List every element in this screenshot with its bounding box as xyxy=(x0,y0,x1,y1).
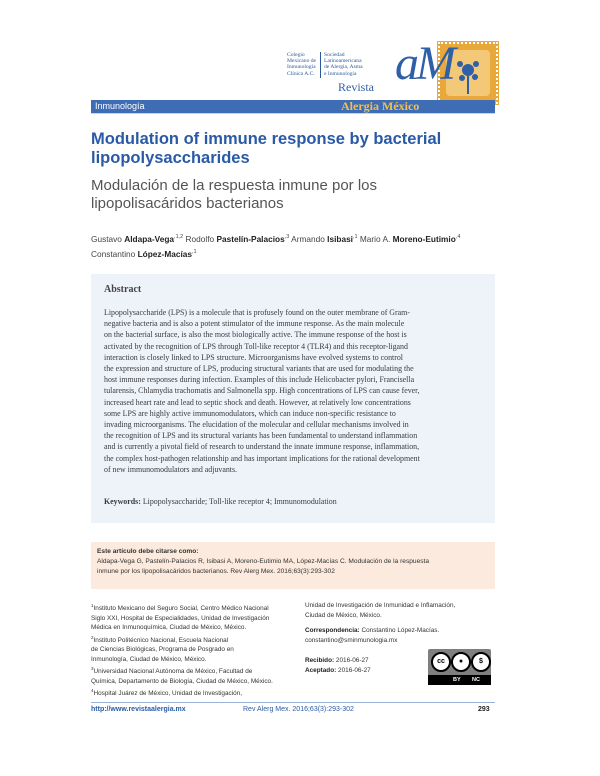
received-label: Recibido: xyxy=(305,657,335,664)
society-right-line: e Inmunología xyxy=(324,70,357,77)
accepted-date: 2016-06-27 xyxy=(338,666,371,674)
citation-line: inmune por los lipopolisacáridos bacterianos. Rev Alerg Mex. 2016;63(3):293-302 xyxy=(97,567,335,575)
abstract-line: Lipopolysaccharide (LPS) is a molecule that is profusely found on the outer membrane of Gram- xyxy=(104,308,410,317)
citation-heading: Este artículo debe citarse como: xyxy=(97,548,199,555)
society-right-line: de Alergia, Asma xyxy=(324,64,363,71)
author-given: Mario A. xyxy=(359,233,391,244)
footer-divider xyxy=(91,702,495,703)
society-right-line: Latinoamericana xyxy=(324,58,362,65)
author-family: Pastelín-Palacios xyxy=(216,233,285,244)
logo-revista: Revista xyxy=(338,80,374,94)
author-aff: 3 xyxy=(286,234,290,240)
logo-alergia: Alergia México xyxy=(341,99,420,113)
dates xyxy=(305,656,425,675)
license-nc: NC xyxy=(472,677,480,683)
abstract-line: some LPS are highly active immunomodulators, which can induce non-specific resistance to xyxy=(104,408,396,418)
society-right-name xyxy=(324,52,363,77)
correspondence-name: Constantino López-Macías. xyxy=(361,627,440,634)
attribution-icon: ● xyxy=(451,652,471,672)
author-given: Constantino xyxy=(91,248,136,259)
section-band xyxy=(91,100,495,113)
author-given: Armando xyxy=(291,233,325,244)
society-left-line: Clínica A.C. xyxy=(287,70,315,77)
affiliations xyxy=(91,601,296,699)
citation-line: Aldapa-Vega G, Pastelín-Palacios R, Isibasi A, Moreno-Eutimio MA, López-Macías C. Modulación de la respuesta xyxy=(97,558,430,565)
author-family: Moreno-Eutimio xyxy=(392,233,456,244)
abstract-heading: Abstract xyxy=(104,284,142,295)
keywords-label: Keywords: xyxy=(104,497,141,506)
abstract-box xyxy=(91,274,495,523)
affiliation-line: Unidad de Investigación de Inmunidad e Inflamación, xyxy=(305,602,456,609)
abstract-line: activated by the recognition of LPS through Toll-like receptor 4 (TLR4) and this receptor-ligand xyxy=(104,341,408,351)
affiliation-line: Siglo XXI, Hospital de Especialidades, Unidad de Investigación xyxy=(91,614,270,622)
page-number: 293 xyxy=(478,706,490,713)
abstract-text xyxy=(104,307,488,475)
author-given: Rodolfo xyxy=(185,233,215,244)
society-right-line: Sociedad xyxy=(324,52,345,58)
affiliation-line: Ciudad de México, México. xyxy=(305,611,382,619)
abstract-line: tularensis, Chlamydia trachomatis and Salmonella spp. High concentrations of LPS can cause fever, xyxy=(104,386,420,396)
abstract-line: and is currently a pivotal field of research to understand the innate immune response, inflammation, xyxy=(104,442,420,452)
noncommercial-icon: $ xyxy=(471,652,491,672)
society-left-name xyxy=(287,52,316,77)
author-list: Gustavo Aldapa-Vega$^{,1,2}$ Rodolfo Pastelín-Palacios$^{,3}$ Armando Isibasi$^{,1}$ Mario A. Moreno-Eutimio$^{,4}$ Constantino López-Macías$^{,1}$ xyxy=(91,233,461,259)
author-aff: 1 xyxy=(354,234,358,240)
author-aff: 1,2 xyxy=(175,234,184,240)
citation-text xyxy=(97,557,487,576)
affiliation-line: de Ciencias Biológicas, Programa de Posgrado en xyxy=(91,646,234,654)
band-divider xyxy=(91,113,495,114)
affiliation-continued xyxy=(305,601,495,620)
abstract-line: of new immunomodulators and adjuvants. xyxy=(104,464,238,474)
abstract-line: host immune responses during infection. Examples of this include Helicobacter pylori, Francisella xyxy=(104,375,415,385)
abstract-line: on the bacterial surface, is also the most biologically active. The immune response of the host is xyxy=(104,330,407,340)
author-family: López-Macías xyxy=(137,248,192,259)
affiliation-line: Inmunología, Ciudad de México, México. xyxy=(91,655,207,663)
abstract-line: the expression and structure of LPS, producing structural variants that are used for modulating the xyxy=(104,364,414,374)
author-aff: 1 xyxy=(193,248,197,255)
abstract-line: negative bacteria and is also a potent stimulator of the immune response. As the main molecule xyxy=(104,319,405,329)
affiliation-line: Médica en Inmunoquímica, Ciudad de México, México. xyxy=(91,624,247,632)
logo-divider xyxy=(320,52,321,78)
cc-icon: cc xyxy=(431,652,451,672)
abstract-line: interaction is closely linked to LPS structure. Microorganisms have evolved systems to control xyxy=(104,352,403,362)
citation-box xyxy=(91,542,495,589)
keywords xyxy=(104,497,488,506)
title-english: Modulation of immune response by bacterial lipopolysaccharides xyxy=(91,130,442,167)
correspondence-label: Correspondencia: xyxy=(305,627,360,634)
footer-url[interactable]: http://www.revistaalergia.mx xyxy=(91,706,186,713)
abstract-line: increased heart rate and lead to septic shock and death. However, at relatively low concentrations xyxy=(104,397,411,407)
logo-letters: aM xyxy=(395,37,453,90)
affiliation-item: $^3$Universidad Nacional Autónoma de México, Facultad de xyxy=(91,666,253,676)
author-given: Gustavo xyxy=(91,233,122,244)
author-family: Aldapa-Vega xyxy=(124,233,175,244)
correspondence-email[interactable]: constantino@sminmunologia.mx xyxy=(305,636,398,644)
society-left-line: Inmunología xyxy=(287,64,316,71)
accepted-label: Aceptado: xyxy=(305,666,337,674)
footer-citation: Rev Alerg Mex. 2016;63(3):293-302 xyxy=(243,706,354,713)
affiliation-item: $^2$Instituto Politécnico Nacional, Escuela Nacional xyxy=(91,634,229,644)
abstract-line: the recognition of LPS and its structural variants has been fundamental to understand inflammation xyxy=(104,431,418,441)
section-label: Inmunología xyxy=(95,101,145,111)
abstract-line: invading microorganisms. The elucidation of the molecular and cellular mechanisms involved in xyxy=(104,420,409,430)
cc-license-badge[interactable] xyxy=(428,649,491,685)
society-left-line: Mexicano de xyxy=(287,58,317,65)
author-family: Isibasi xyxy=(327,233,353,244)
author-aff: 4 xyxy=(457,234,461,240)
received-date: 2016-06-27 xyxy=(335,657,369,664)
affiliation-line: Química, Departamento de Biología, Ciudad de México, México. xyxy=(91,677,273,685)
society-left-line: Colegio xyxy=(287,52,305,58)
keywords-list: Lipopolysaccharide; Toll-like receptor 4; Immunomodulation xyxy=(142,497,337,506)
affiliation-item: $^4$Hospital Juárez de México, Unidad de Investigación, xyxy=(91,688,243,698)
title-spanish: Modulación de la respuesta inmune por los lipopolisacáridos bacterianos xyxy=(91,177,378,212)
affiliation-item: $^1$Instituto Mexicano del Seguro Social, Centro Médico Nacional xyxy=(91,603,269,613)
correspondence xyxy=(305,626,495,645)
license-by: BY xyxy=(453,677,461,683)
abstract-line: the complex host-pathogen relationship and has important implications for the rational development xyxy=(104,453,420,463)
